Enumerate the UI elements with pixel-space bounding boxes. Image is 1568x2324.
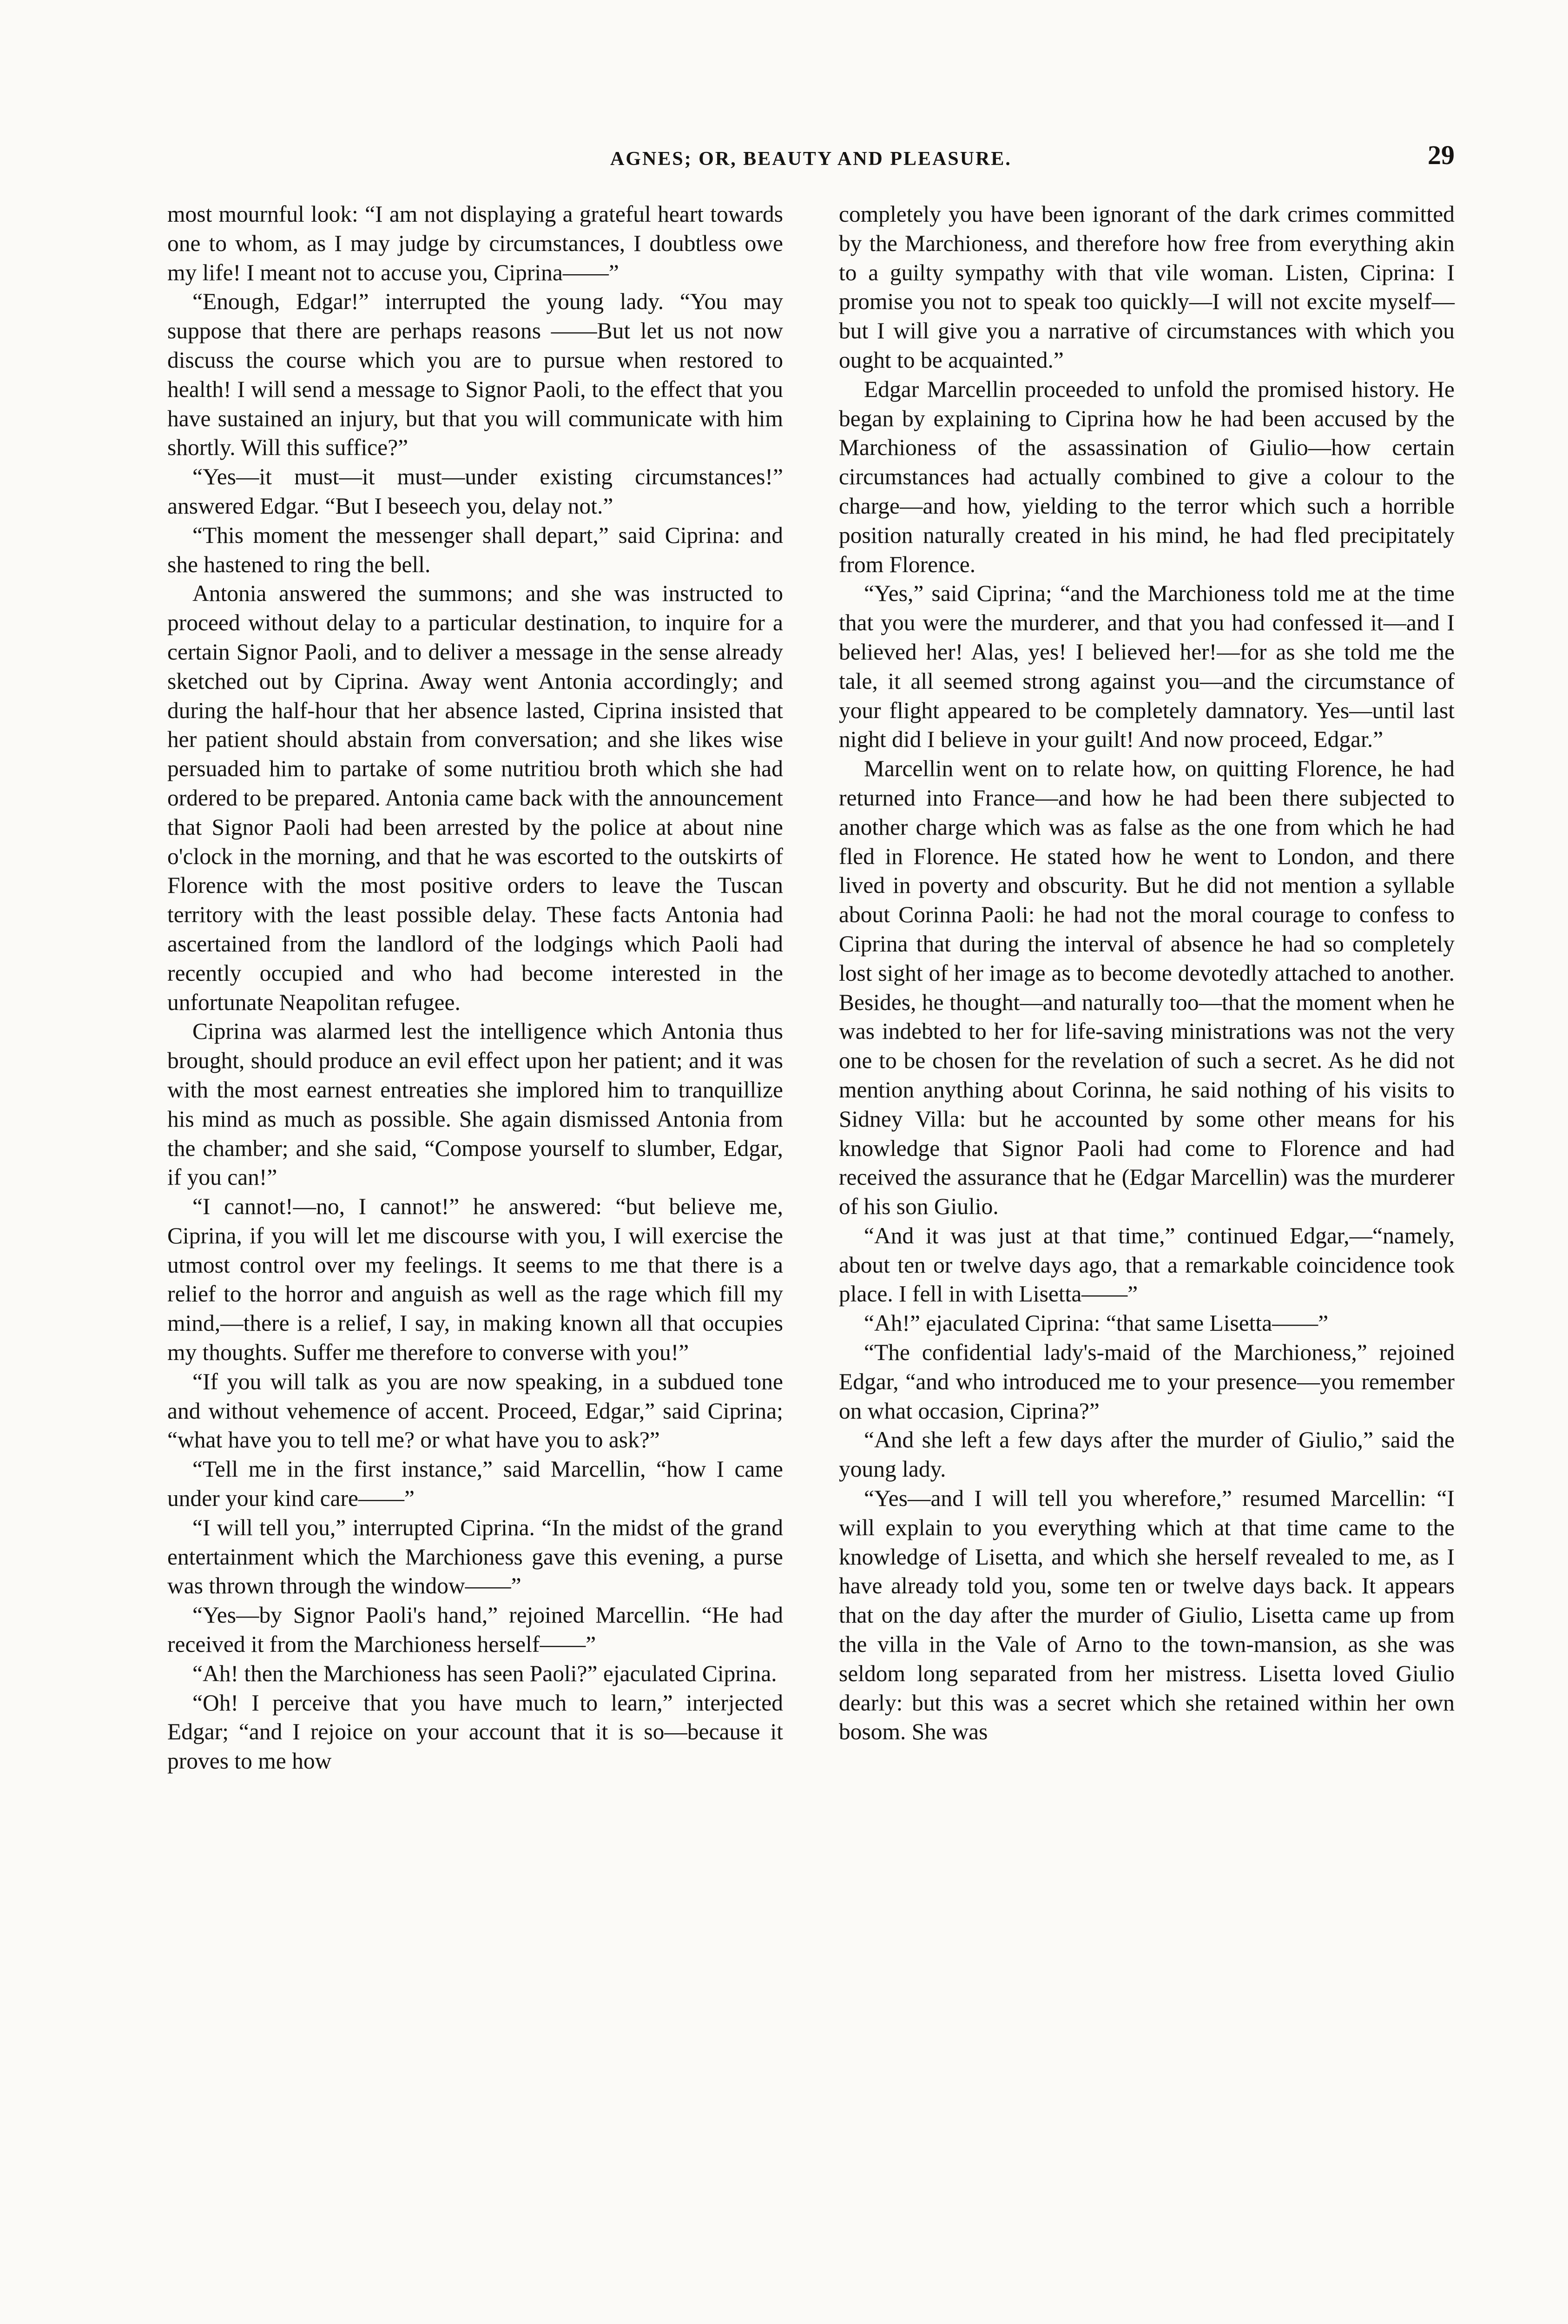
paragraph: “Oh! I perceive that you have much to learn,” interjected Edgar; “and I rejoice on your account that it is so—because it proves to me how <box>167 1690 783 1774</box>
paragraph: “I cannot!—no, I cannot!” he answered: “but believe me, Ciprina, if you will let me discourse with you, I will exercise the utmost control over my feelings. It seems to me that there is a relief to the horror and anguish as well as the rage which fill my mind,—there is a relief, I say, in making known all that occupies my thoughts. Suffer me therefore to converse with you!” <box>167 1194 783 1366</box>
paragraph: “Yes,” said Ciprina; “and the Marchioness told me at the time that you were the murderer, and that you had confessed it—and I believed her! Alas, yes! I believed her!—for as she told me the tale, it all seemed strong against you—and the circumstance of your flight appeared to be completely damnatory. Yes—until last night did I believe in your guilt! And now proceed, Edgar.” <box>839 581 1455 753</box>
paragraph: completely you have been ignorant of the dark crimes committed by the Marchioness, and therefore how free from everything akin to a guilty sympathy with that vile woman. Listen, Ciprina: I promise you not to speak too quickly—I will not excite myself—but I will give you a narrative of circumstances with which you ought to be acquainted.” <box>839 201 1455 373</box>
paragraph: Marcellin went on to relate how, on quitting Florence, he had returned into France—and how he had been there subjected to another charge which was as false as the one from which he had fled in Florence. He stated how he went to London, and there lived in poverty and obscurity. But he did not mention a syllable about Corinna Paoli: he had not the moral courage to confess to Ciprina that during the interval of absence he had so completely lost sight of her image as to become devotedly attached to another. Besides, he thought—and naturally too—that the moment when he was indebted to her for life-saving ministrations was not the very one to be chosen for the revelation of such a secret. As he did not mention anything about Corinna, he said nothing of his visits to Sidney Villa: but he accounted by some other means for his knowledge that Signor Paoli had come to Florence and had received the assurance that he (Edgar Marcellin) was the murderer of his son Giulio. <box>839 756 1455 1220</box>
paragraph: “Yes—and I will tell you wherefore,” resumed Marcellin: “I will explain to you everything which at that time came to the knowledge of Lisetta, and which she herself revealed to me, as I have already told you, some ten or twelve days back. It appears that on the day after the murder of Giulio, Lisetta came up from the villa in the Vale of Arno to the town-mansion, as she was seldom long separated from her mistress. Lisetta loved Giulio dearly: but this was a secret which she retained within her own bosom. She was <box>839 1486 1455 1745</box>
paragraph: “If you will talk as you are now speaking, in a subdued tone and without vehemence of accent. Proceed, Edgar,” said Ciprina; “what have you to tell me? or what have you to ask?” <box>167 1368 783 1453</box>
paragraph: “And it was just at that time,” continued Edgar,—“namely, about ten or twelve days ago, that a remarkable coincidence took place. I fell in with Lisetta——” <box>839 1222 1455 1307</box>
paragraph: “This moment the messenger shall depart,” said Ciprina: and she hastened to ring the bell. <box>167 522 783 577</box>
paragraph: “And she left a few days after the murder of Giulio,” said the young lady. <box>839 1427 1455 1482</box>
paragraph: “Yes—by Signor Paoli's hand,” rejoined Marcellin. “He had received it from the Marchioness herself——” <box>167 1602 783 1657</box>
paragraph: Ciprina was alarmed lest the intelligence which Antonia thus brought, should produce an evil effect upon her patient; and it was with the most earnest entreaties she implored him to tranquillize his mind as much as possible. She again dismissed Antonia from the chamber; and she said, “Compose yourself to slumber, Edgar, if you can!” <box>167 1018 783 1190</box>
paragraph: “Tell me in the first instance,” said Marcellin, “how I came under your kind care——” <box>167 1456 783 1512</box>
right-column <box>839 200 1455 1747</box>
paragraph: “Ah!” ejaculated Ciprina: “that same Lisetta——” <box>864 1310 1329 1336</box>
running-head <box>167 139 1455 177</box>
paragraph: “Enough, Edgar!” interrupted the young lady. “You may suppose that there are perhaps reasons ——But let us not now discuss the course which you are to pursue when restored to health! I will send a message to Signor Paoli, to the effect that you have sustained an injury, but that you will communicate with him shortly. Will this suffice?” <box>167 289 783 461</box>
left-column <box>167 200 783 1776</box>
paragraph: “Ah! then the Marchioness has seen Paoli?” ejaculated Ciprina. <box>192 1660 777 1686</box>
paragraph: most mournful look: “I am not displaying a grateful heart towards one to whom, as I may judge by circumstances, I doubtless owe my life! I meant not to accuse you, Ciprina——” <box>167 201 783 285</box>
paragraph: “The confidential lady's-maid of the Marchioness,” rejoined Edgar, “and who introduced me to your presence—you remember on what occasion, Ciprina?” <box>839 1340 1455 1424</box>
paragraph: “I will tell you,” interrupted Ciprina. “In the midst of the grand entertainment which the Marchioness gave this evening, a purse was thrown through the window——” <box>167 1514 783 1599</box>
running-title: AGNES; OR, BEAUTY AND PLEASURE. <box>610 148 1012 170</box>
paragraph: Antonia answered the summons; and she was instructed to proceed without delay to a particular destination, to inquire for a certain Signor Paoli, and to deliver a message in the sense already sketched out by Ciprina. Away went Antonia accordingly; and during the half-hour that her absence lasted, Ciprina insisted that her patient should abstain from conversation; and she likes wise persuaded him to partake of some nutritiou broth which she had ordered to be prepared. Antonia came back with the announcement that Signor Paoli had been arrested by the police at about nine o'clock in the morning, and that he was escorted to the outskirts of Florence with the most positive orders to leave the Tuscan territory with the least possible delay. These facts Antonia had ascertained from the landlord of the lodgings which Paoli had recently occupied and who had become interested in the unfortunate Neapolitan refugee. <box>167 581 783 1015</box>
paragraph: Edgar Marcellin proceeded to unfold the promised history. He began by explaining to Ciprina how he had been accused by the Marchioness of the assassination of Giulio—how certain circumstances had actually combined to give a colour to the charge—and how, yielding to the terror which such a horrible position naturally created in his mind, he had fled precipitately from Florence. <box>839 376 1455 577</box>
paragraph: “Yes—it must—it must—under existing circumstances!” answered Edgar. “But I beseech you, delay not.” <box>167 464 783 519</box>
page-number: 29 <box>1428 140 1455 170</box>
